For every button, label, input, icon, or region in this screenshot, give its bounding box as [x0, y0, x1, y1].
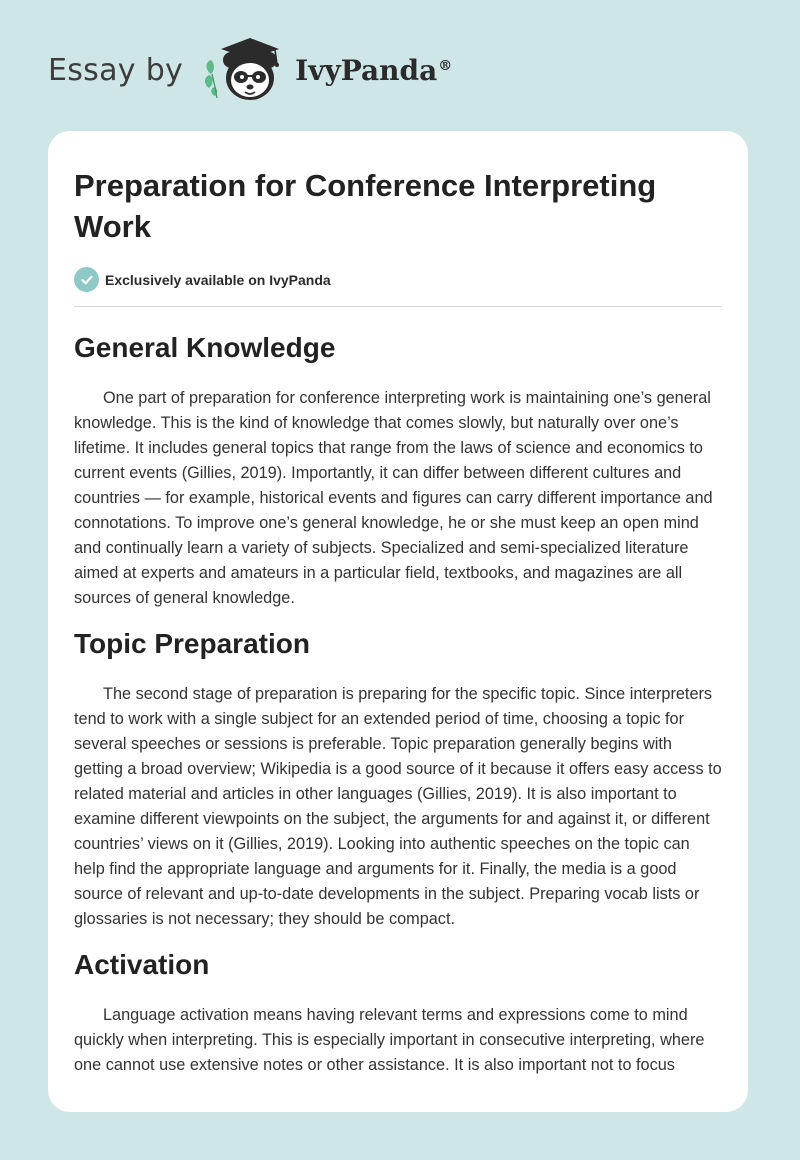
- section-paragraph-activation: Language activation means having relevant terms and expressions come to mind quickly when interpreting. This is especially important in consecutive interpreting, where one cannot use extensive notes or other assistance. It is also important not to focus: [74, 1006, 705, 1074]
- badge-text: Exclusively available on IvyPanda: [105, 271, 331, 288]
- section-paragraph-topic-preparation: The second stage of preparation is preparing for the specific topic. Since interpreters tend to work with a single subject for an extended period of time, choosing a topic for several speeches or sessions is preferable. Topic preparation generally begins with getting a broad overview; Wikipedia is a good source of it because it offers easy access to related material and articles in other languages (Gillies, 2019). It is also important to examine different viewpoints on the subject, the arguments for and against it, or different countries’ views on it (Gillies, 2019). Looking into authentic speeches on the topic can help find the appropriate language and arguments for it. Finally, the media is a good source of relevant and up-to-date developments in the subject. Preparing vocab lists or glossaries is not necessary; they should be compact.: [74, 685, 722, 928]
- article-title: Preparation for Conference Interpreting Work: [74, 168, 657, 244]
- divider: [74, 306, 722, 307]
- exclusive-badge: [74, 267, 722, 292]
- brand-name[interactable]: [295, 54, 452, 87]
- check-circle-icon: [74, 267, 99, 292]
- essay-by-label: Essay by: [48, 52, 184, 88]
- brand-text: IvyPanda: [295, 53, 438, 87]
- section-heading-activation: Activation: [74, 949, 210, 980]
- article-card: [48, 131, 748, 1112]
- registered-mark: ®: [438, 57, 453, 74]
- section-heading-general-knowledge: General Knowledge: [74, 332, 336, 363]
- site-header: [48, 30, 452, 110]
- ivypanda-logo-icon[interactable]: [201, 30, 289, 110]
- section-paragraph-general-knowledge: One part of preparation for conference interpreting work is maintaining one’s general knowledge. This is the kind of knowledge that comes slowly, but naturally over one’s lifetime. It includes general topics that range from the laws of science and economics to current events (Gillies, 2019). Importantly, it can differ between different cultures and countries — for example, historical events and figures can carry different importance and connotations. To improve one’s general knowledge, he or she must keep an open mind and continually learn a variety of subjects. Specialized and semi-specialized literature aimed at experts and amateurs in a particular field, textbooks, and magazines are all sources of general knowledge.: [74, 389, 713, 607]
- section-heading-topic-preparation: Topic Preparation: [74, 628, 310, 659]
